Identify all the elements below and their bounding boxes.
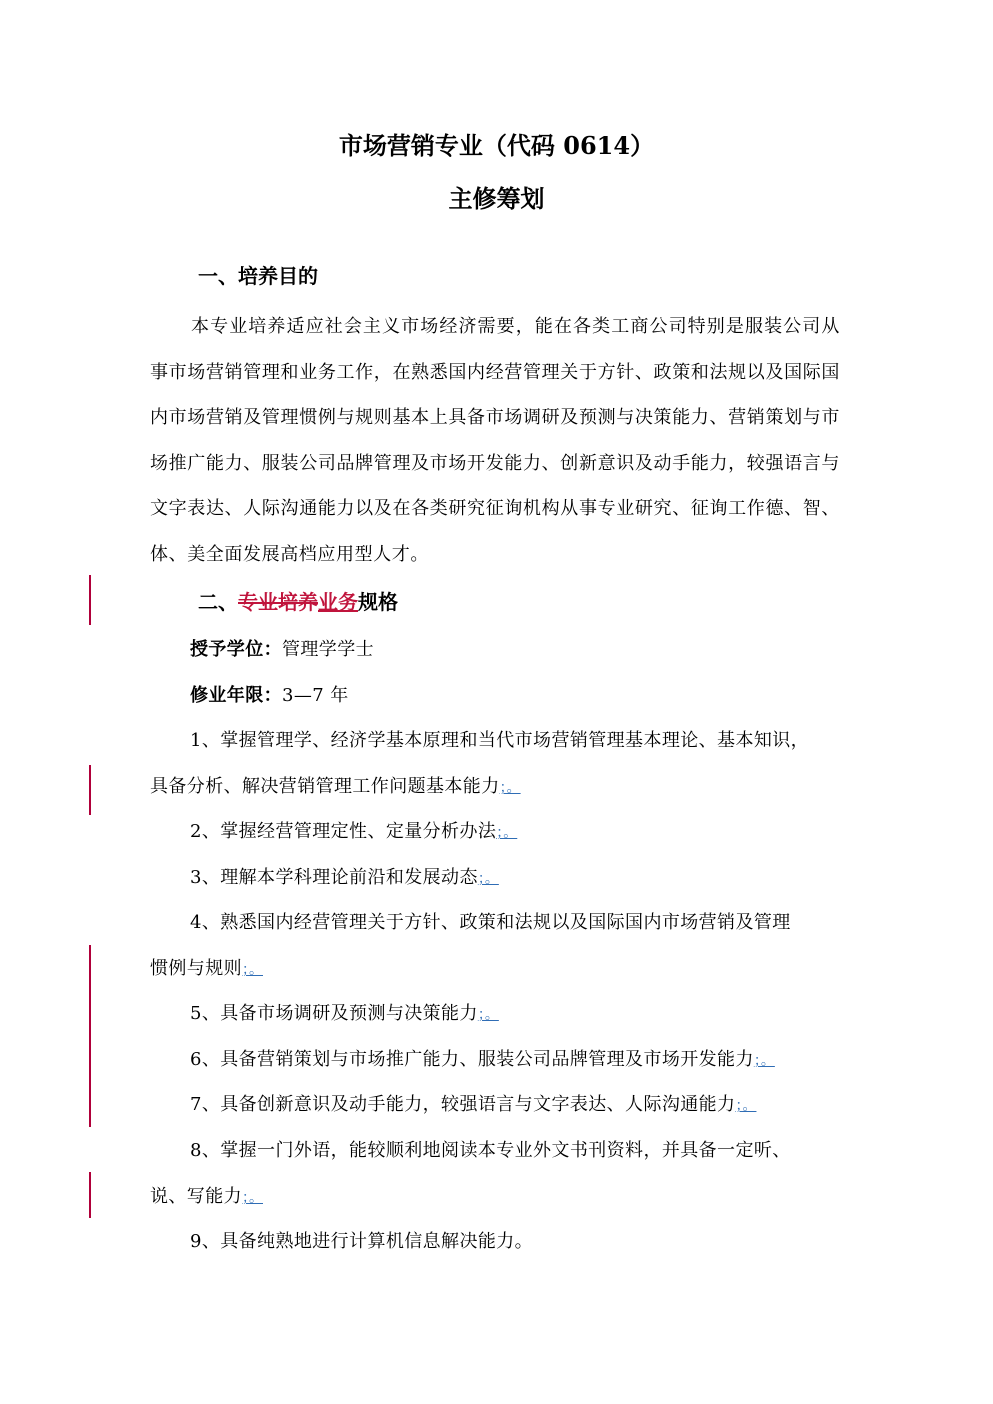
revision-bar: [89, 945, 91, 1127]
list-item-text: 5、具备市场调研及预测与决策能力: [190, 1003, 478, 1024]
degree-line: [190, 637, 374, 663]
inserted-text: 业务: [318, 590, 358, 614]
list-item-continuation: [150, 774, 521, 801]
list-item-text: 具备分析、解决营销管理工作问题基本能力: [150, 776, 500, 797]
list-item: 9、具备纯熟地进行计算机信息解决能力。: [190, 1231, 534, 1252]
revision-bar: [89, 575, 91, 625]
list-item: [190, 1001, 499, 1028]
section-heading-requirements: [198, 589, 398, 615]
list-item-text: 7、具备创新意识及动手能力，较强语言与文字表达、人际沟通能力: [190, 1094, 736, 1115]
degree-value: 管理学学士: [282, 639, 374, 660]
list-item-text: 6、具备营销策划与市场推广能力、服装公司品牌管理及市场开发能力: [190, 1049, 754, 1070]
deleted-text: 专业培养: [238, 590, 318, 614]
years-line: [190, 683, 349, 709]
formatting-mark: ；。: [477, 1007, 499, 1023]
list-item-continuation: [150, 1184, 263, 1211]
formatting-mark: ；。: [242, 1190, 263, 1206]
document-title: 市场营销专业（代码 0614）: [338, 131, 655, 160]
list-item-text: 惯例与规则: [150, 958, 242, 979]
years-label: 修业年限：: [190, 685, 282, 706]
formatting-mark: ；。: [477, 871, 499, 887]
list-item: 4、熟悉国内经营管理关于方针、政策和法规以及国际国内市场营销及管理: [190, 912, 791, 933]
formatting-mark: ；。: [242, 962, 263, 978]
document-subtitle: 主修筹划: [448, 184, 545, 213]
revision-bar: [89, 765, 91, 815]
objective-paragraph: 本专业培养适应社会主义市场经济需要，能在各类工商公司特别是服装公司从事市场营销管理和业务工作，在熟悉国内经营管理关于方针、政策和法规以及国际国内市场营销及管理惯例与规则基本上具备市场调研及预测与决策能力、营销策划与市场推广能力、服装公司品牌管理及市场开发能力、创新意识及动手能力，较强语言与文字表达、人际沟通能力以及在各类研究征询机构从事专业研究、征询工作德、智、体、美全面发展高档应用型人才。: [150, 316, 840, 565]
formatting-mark: ；。: [499, 780, 521, 796]
section-heading-objective: 一、培养目的: [198, 264, 318, 288]
list-item-text: 3、理解本学科理论前沿和发展动态: [190, 867, 478, 888]
revision-bar: [89, 1172, 91, 1218]
degree-label: 授予学位：: [190, 639, 282, 660]
list-item: [190, 865, 499, 892]
formatting-mark: ；。: [735, 1098, 757, 1114]
list-item-text: 说、写能力: [150, 1186, 242, 1207]
formatting-mark: ；。: [496, 825, 518, 841]
years-value: 3—7 年: [282, 685, 349, 706]
list-item-continuation: [150, 956, 263, 983]
list-item: [190, 1047, 775, 1074]
list-item: [190, 1092, 756, 1119]
list-item: [190, 819, 517, 846]
list-item: 8、掌握一门外语，能较顺利地阅读本专业外文书刊资料，并具备一定听、: [190, 1140, 791, 1161]
heading-prefix: 二、: [198, 590, 238, 614]
list-item-text: 2、掌握经营管理定性、定量分析办法: [190, 821, 497, 842]
formatting-mark: ；。: [753, 1053, 775, 1069]
heading-suffix: 规格: [358, 590, 398, 614]
list-item: 1、掌握管理学、经济学基本原理和当代市场营销管理基本理论、基本知识，: [190, 730, 810, 751]
